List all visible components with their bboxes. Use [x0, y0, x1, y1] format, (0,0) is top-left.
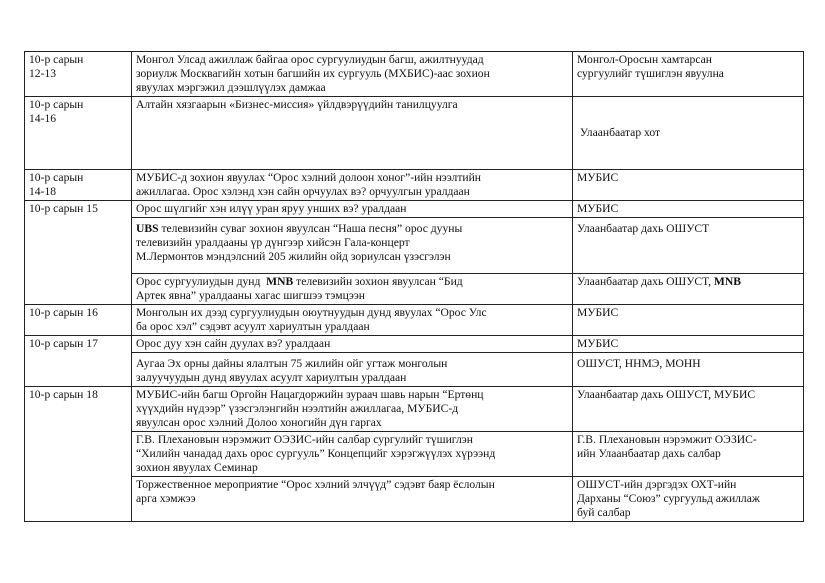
- date-cell: 10-р сарын 12-13: [25, 52, 132, 97]
- event-cell: UBS телевизийн суваг зохион явуулсан “Наша песня” орос дууны телевизийн уралдааны үр дүнгээр хийсэн Гала-концерт М.Лермонтов мэндэлсний 205 жилийн ойд зориулсан үзэсгэлэн: [132, 218, 573, 274]
- event-cell: Монгол Улсад ажиллаж байгаа орос сургуулиудын багш, ажилтнуудад зориулж Москвагийн хотын багшийн их сургууль (МХБИС)-аас зохион явуулах мэргэжил дээшлүүлэх дамжаа: [132, 52, 573, 97]
- organizer-cell: Улаанбаатар дахь ОШУСТ, МУБИС: [573, 387, 804, 432]
- organizer-cell: МУБИС: [573, 336, 804, 353]
- table-row: [25, 52, 804, 97]
- channel-name: MNB: [266, 275, 294, 288]
- organizer-cell: Улаанбаатар хот: [573, 97, 804, 170]
- table-row: [25, 432, 804, 477]
- event-cell: МУБИС-ийн багш Оргойн Нацагдоржийн зураач шавь нарын “Ертөнц хүүхдийн нүдээр” үзэсгэлэнгийн нээлтийн ажиллагаа, МУБИС-д явуулсан орос хэлний Долоо хоногийн дүн гаргах: [132, 387, 573, 432]
- event-cell: Г.В. Плехановын нэрэмжит ОЭЗИС-ийн салбар сургулийг түшиглэн “Хилийн чанадад дахь орос сургууль” Концепцийг хэрэгжүүлэх хүрээнд зохион явуулах Семинар: [132, 432, 573, 477]
- date-cell: 10-р сарын 14-18: [25, 170, 132, 201]
- organizer-cell: Улаанбаатар дахь ОШУСТ, MNB: [573, 274, 804, 305]
- table-row: [25, 218, 804, 274]
- event-cell: Торжественное мероприятие “Орос хэлний элчүүд” сэдэвт баяр ёслолын арга хэмжээ: [132, 477, 573, 522]
- event-cell: Орос шүлгийг хэн илүү уран яруу уншиx вэ? уралдаан: [132, 201, 573, 218]
- channel-name: MNB: [713, 275, 741, 288]
- table-row: [25, 477, 804, 522]
- event-cell: Алтайн хязгаарын «Бизнес-миссия» үйлдвэрүүдийн танилцуулга: [132, 97, 573, 170]
- date-cell: 10-р сарын 17: [25, 336, 132, 387]
- date-cell: 10-р сарын 18: [25, 387, 132, 522]
- date-cell: 10-р сарын 15: [25, 201, 132, 305]
- schedule-table: [24, 51, 804, 522]
- organizer-cell: МУБИС: [573, 170, 804, 201]
- channel-name: UBS: [136, 222, 159, 235]
- organizer-cell: ОШУСТ, ННМЭ, МОНН: [573, 353, 804, 387]
- organizer-cell: Улаанбаатар дахь ОШУСТ: [573, 218, 804, 274]
- table-row: [25, 387, 804, 432]
- table-row: [25, 274, 804, 305]
- event-cell: МУБИС-д зохион явуулах “Орос хэлний долоон хоног”-ийн нээлтийн ажиллагаа. Орос хэлэнд хэн сайн орчуулах вэ? орчуулгын уралдаан: [132, 170, 573, 201]
- date-cell: 10-р сарын 14-16: [25, 97, 132, 170]
- organizer-cell: ОШУСТ-ийн дэргэдэх ОХТ-ийн Дарханы “Союз” сургуульд ажиллаж буй салбар: [573, 477, 804, 522]
- event-cell: Аугаа Эх орны дайны ялалтын 75 жилийн ойг угтаж монголын залуучуудын дунд явуулах асуулт хариултын уралдаан: [132, 353, 573, 387]
- date-cell: 10-р сарын 16: [25, 305, 132, 336]
- table-row: [25, 97, 804, 170]
- organizer-cell: МУБИС: [573, 201, 804, 218]
- table-row: [25, 353, 804, 387]
- table-row: [25, 170, 804, 201]
- event-cell: Орос дуу хэн сайн дуулах вэ? уралдаан: [132, 336, 573, 353]
- organizer-cell: МУБИС: [573, 305, 804, 336]
- event-cell: Монголын их дээд сургуулиудын оюутнуудын дунд явуулах “Орос Улс ба орос хэл” сэдэвт асуулт хариултын уралдаан: [132, 305, 573, 336]
- table-row: [25, 201, 804, 218]
- event-cell: Орос сургуулиудын дунд MNB телевизийн зохион явуулсан “Бид Артек явна” уралдааны хагас шигшээ тэмцээн: [132, 274, 573, 305]
- table-row: [25, 336, 804, 353]
- organizer-cell: Монгол-Оросын хамтарсан сургуулийг түшиглэн явуулна: [573, 52, 804, 97]
- organizer-cell: Г.В. Плехановын нэрэмжит ОЭЗИС- ийн Улаанбаатар дахь салбар: [573, 432, 804, 477]
- table-row: [25, 305, 804, 336]
